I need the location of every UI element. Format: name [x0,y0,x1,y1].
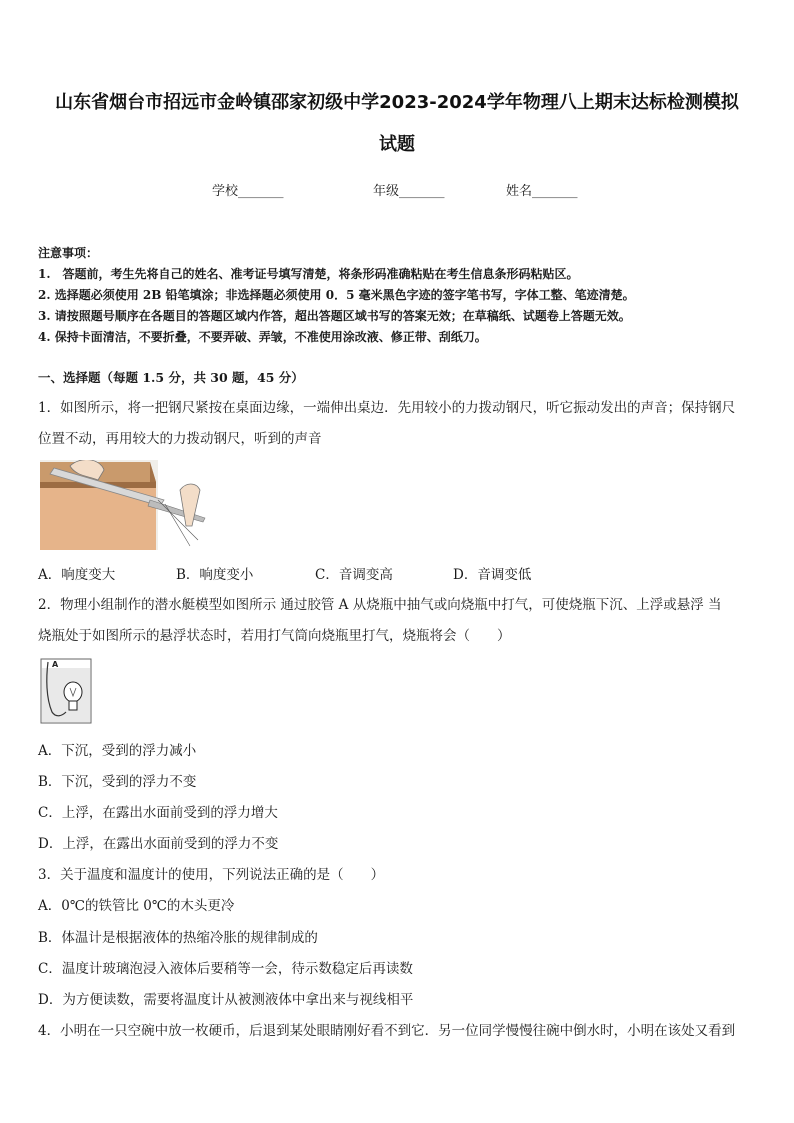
submarine-model-figure [40,658,92,724]
question-1-line2: 位置不动，再用较大的力拨动钢尺，听到的声音 [38,431,322,447]
question-2-line1: 2．物理小组制作的潜水艇模型如图所示 通过胶管 A 从烧瓶中抽气或向烧瓶中打气，可使烧瓶下沉、上浮或悬浮 当 [38,597,722,613]
question-2-option-c[interactable]: C．上浮，在露出水面前受到的浮力增大 [38,805,278,821]
question-2-line2: 烧瓶处于如图所示的悬浮状态时，若用打气筒向烧瓶里打气，烧瓶将会（ ） [38,628,511,644]
name-field[interactable]: 姓名_______ [506,184,578,199]
exam-title-line1: 山东省烟台市招远市金岭镇邵家初级中学2023-2024学年物理八上期末达标检测模拟 [55,92,739,113]
question-2-option-d[interactable]: D．上浮，在露出水面前受到的浮力不变 [38,836,279,852]
question-1-option-a[interactable]: A．响度变大 [38,567,116,583]
grade-field[interactable]: 年级_______ [373,184,445,199]
school-field[interactable]: 学校_______ [212,184,284,199]
question-3-option-a[interactable]: A．0℃的铁管比 0℃的木头更冷 [38,898,235,914]
question-3-option-d[interactable]: D．为方便读数，需要将温度计从被测液体中拿出来与视线相平 [38,992,414,1008]
note-item: 4. 保持卡面清洁，不要折叠，不要弄破、弄皱，不准使用涂改液、修正带、刮纸刀。 [38,330,487,344]
note-item: 2. 选择题必须使用 2B 铅笔填涂；非选择题必须使用 0．5 毫米黑色字迹的签字笔书写，字体工整、笔迹清楚。 [38,288,635,302]
ruler-on-table-figure [40,460,212,550]
question-1-option-c[interactable]: C．音调变高 [315,567,393,583]
question-2-option-a[interactable]: A．下沉，受到的浮力减小 [38,743,197,759]
section-heading: 一、选择题（每题 1.5 分，共 30 题，45 分） [38,370,304,385]
question-4-line1: 4．小明在一只空碗中放一枚硬币，后退到某处眼睛刚好看不到它．另一位同学慢慢往碗中倒水时，小明在该处又看到 [38,1023,736,1039]
question-1-line1: 1．如图所示，将一把钢尺紧按在桌面边缘，一端伸出桌边．先用较小的力拨动钢尺，听它振动发出的声音；保持钢尺 [38,400,736,416]
question-1-option-b[interactable]: B．响度变小 [176,567,254,583]
tube-a-label: A [52,660,59,669]
question-3-option-c[interactable]: C．温度计玻璃泡浸入液体后要稍等一会，待示数稳定后再读数 [38,961,413,977]
notes-heading: 注意事项： [38,246,99,260]
note-item: 1. 答题前，考生先将自己的姓名、准考证号填写清楚，将条形码准确粘贴在考生信息条形码粘贴区。 [38,267,579,281]
question-3-line1: 3．关于温度和温度计的使用，下列说法正确的是（ ） [38,867,385,883]
question-1-option-d[interactable]: D．音调变低 [453,567,532,583]
note-item: 3. 请按照题号顺序在各题目的答题区域内作答，超出答题区域书写的答案无效；在草稿纸、试题卷上答题无效。 [38,309,631,323]
question-3-option-b[interactable]: B．体温计是根据液体的热缩冷胀的规律制成的 [38,930,318,946]
question-2-option-b[interactable]: B．下沉，受到的浮力不变 [38,774,197,790]
exam-title-line2: 试题 [379,134,415,155]
